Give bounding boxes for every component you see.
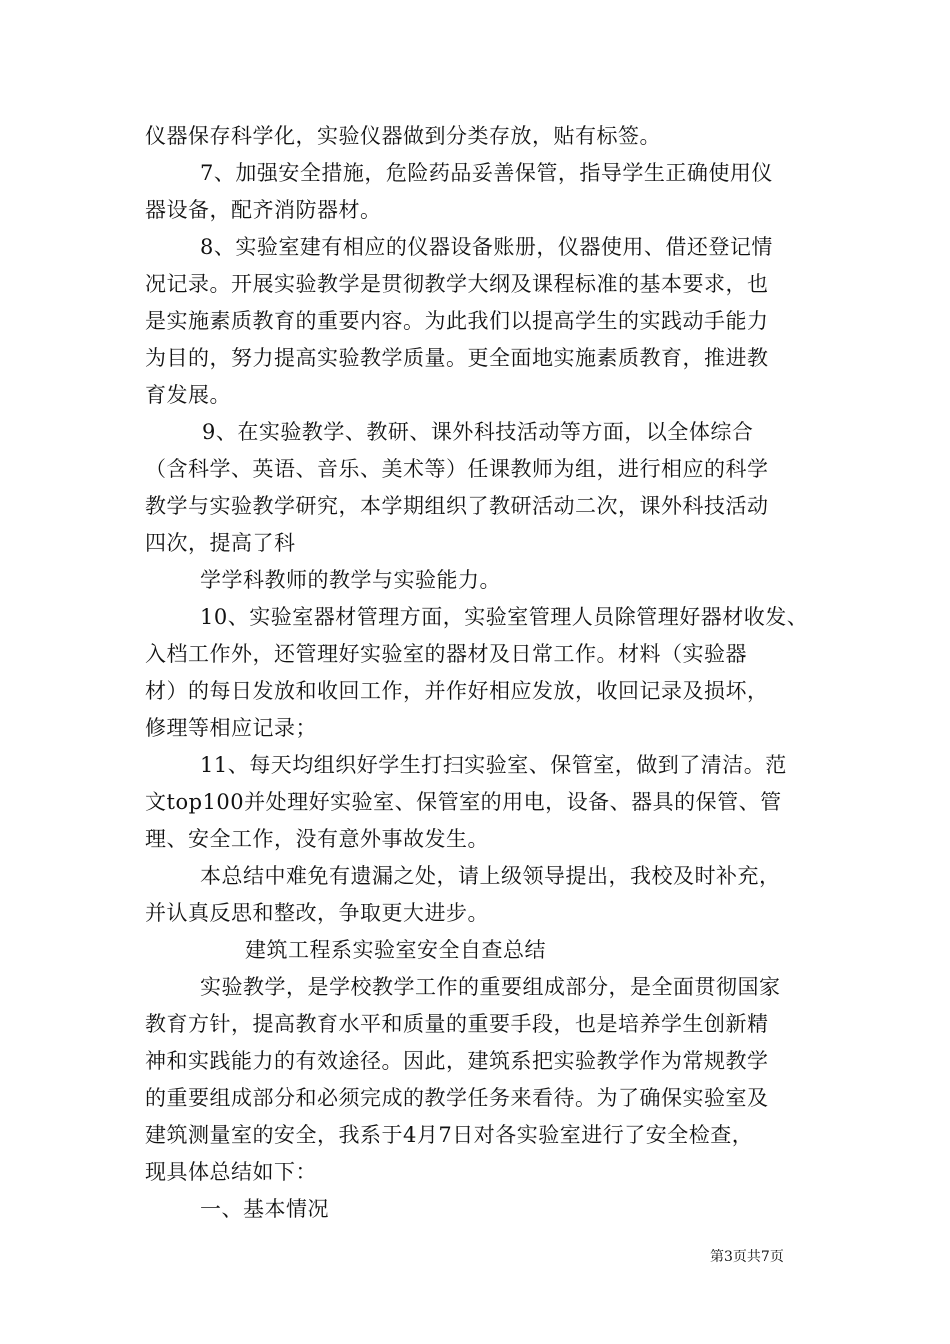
text-line: 的重要组成部分和必须完成的教学任务来看待。为了确保实验室及	[145, 1086, 769, 1110]
text-line: （含科学、英语、音乐、美术等）任课教师为组，进行相应的科学	[145, 457, 769, 481]
text-line: 况记录。开展实验教学是贯彻教学大纲及课程标准的基本要求，也	[145, 272, 769, 296]
text-line: 8、实验室建有相应的仪器设备账册，仪器使用、借还登记情	[200, 235, 773, 259]
page-number: 第3页共7页	[710, 1249, 784, 1265]
text-line: 教学与实验教学研究，本学期组织了教研活动二次，课外科技活动	[145, 494, 769, 518]
text-line: 材）的每日发放和收回工作，并作好相应发放，收回记录及损坏，	[145, 679, 769, 703]
text-line: 文top100并处理好实验室、保管室的用电，设备、器具的保管、管	[145, 790, 782, 814]
text-line: 9、在实验教学、教研、课外科技活动等方面，以全体综合	[202, 420, 754, 444]
text-line: 为目的，努力提高实验教学质量。更全面地实施素质教育，推进教	[145, 346, 769, 370]
text-line: 10、实验室器材管理方面，实验室管理人员除管理好器材收发、	[200, 605, 809, 629]
text-line: 是实施素质教育的重要内容。为此我们以提高学生的实践动手能力	[145, 309, 769, 333]
text-line: 教育方针，提高教育水平和质量的重要手段，也是培养学生创新精	[145, 1012, 769, 1036]
text-line: 现具体总结如下：	[145, 1160, 317, 1184]
text-line: 神和实践能力的有效途径。因此，建筑系把实验教学作为常规教学	[145, 1049, 769, 1073]
text-line: 四次，提高了科	[145, 531, 296, 555]
text-line: 实验教学，是学校教学工作的重要组成部分，是全面贯彻国家	[200, 975, 781, 999]
text-line: 仪器保存科学化，实验仪器做到分类存放，贴有标签。	[145, 124, 661, 148]
text-line: 育发展。	[145, 383, 231, 407]
text-line: 理、安全工作，没有意外事故发生。	[145, 827, 489, 851]
text-line: 修理等相应记录；	[145, 716, 317, 740]
text-line: 学学科教师的教学与实验能力。	[200, 568, 501, 592]
text-line: 11、每天均组织好学生打扫实验室、保管室，做到了清洁。范	[200, 753, 787, 777]
text-line: 并认真反思和整改，争取更大进步。	[145, 901, 489, 925]
section-heading: 一、基本情况	[200, 1197, 329, 1221]
text-line: 器设备，配齐消防器材。	[145, 198, 382, 222]
text-line: 建筑测量室的安全，我系于4月7日对各实验室进行了安全检查，	[145, 1123, 754, 1147]
text-line: 本总结中难免有遗漏之处，请上级领导提出，我校及时补充，	[200, 864, 781, 888]
section-title: 建筑工程系实验室安全自查总结	[245, 938, 546, 962]
text-line: 入档工作外，还管理好实验室的器材及日常工作。材料（实验器	[145, 642, 747, 666]
text-line: 7、加强安全措施，危险药品妥善保管，指导学生正确使用仪	[200, 161, 773, 185]
